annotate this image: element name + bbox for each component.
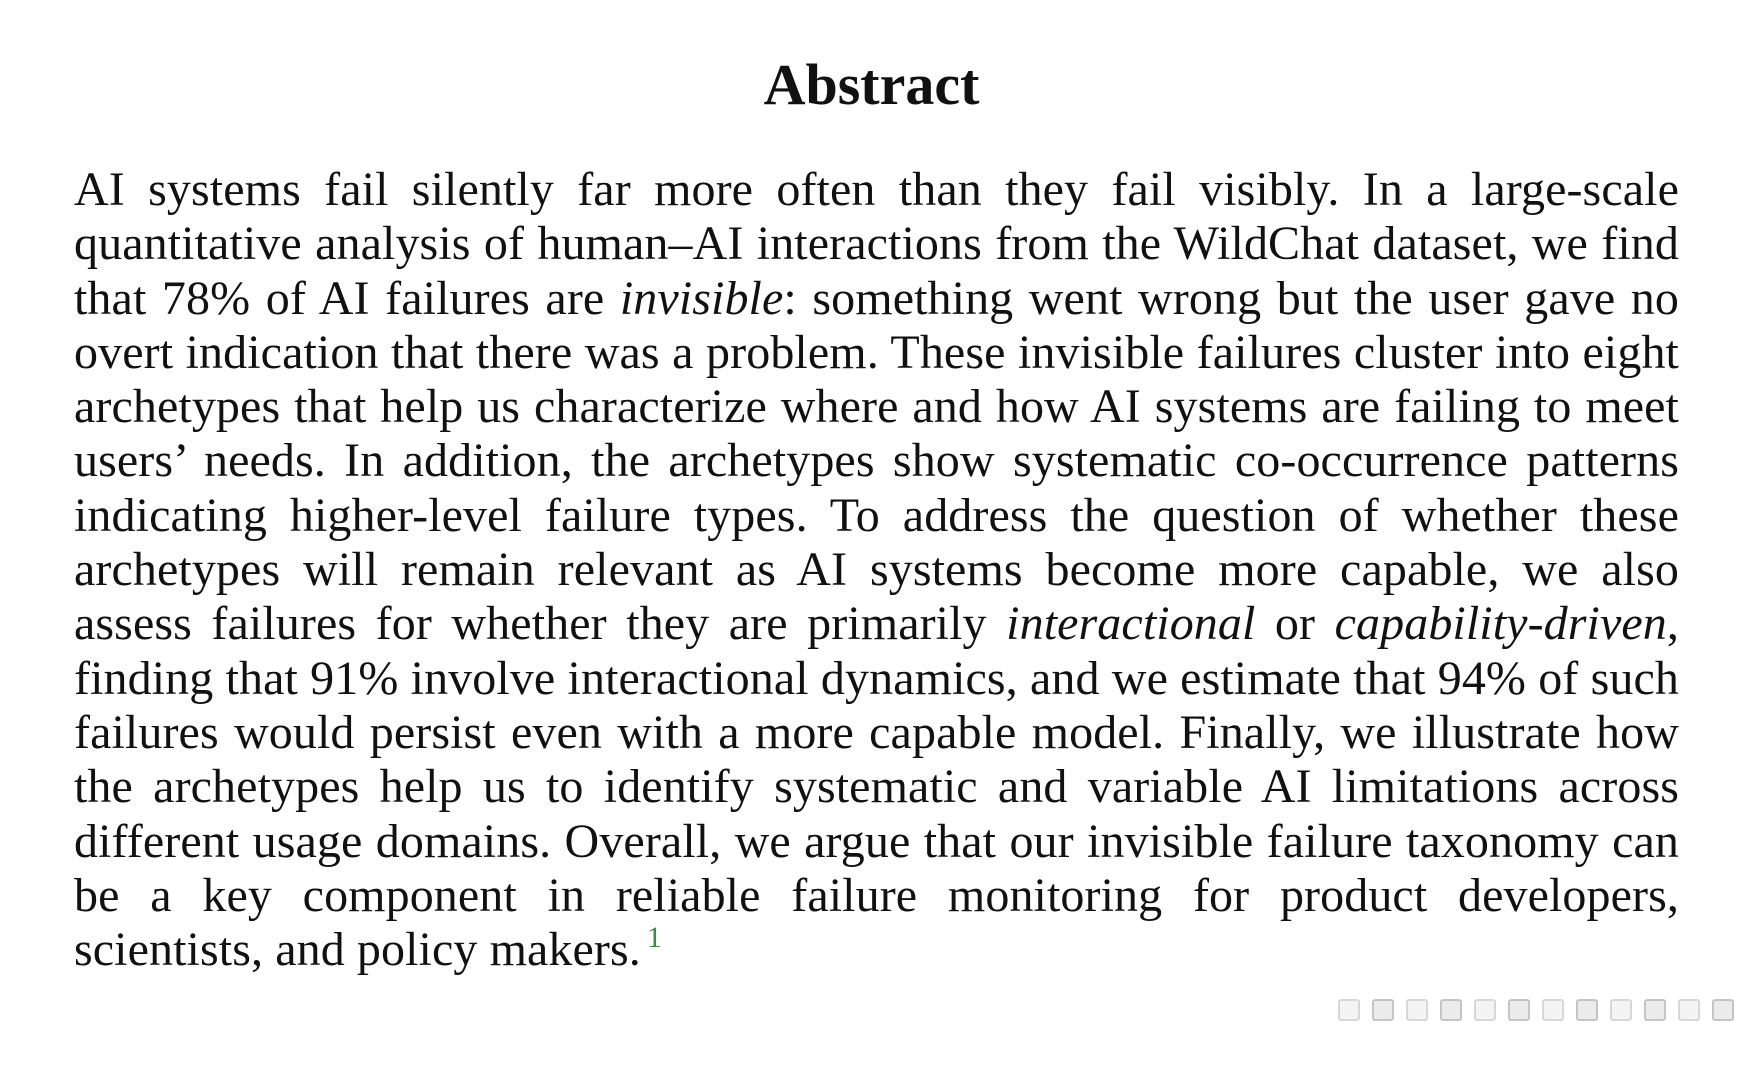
watermark-glyph-icon (1712, 999, 1734, 1021)
abstract-text-segment-2: : something went wrong but the user gave no overt indication that there was a problem. These invisible failures cluster into eight archetypes that help us characterize where and how AI systems are failing to meet users’ needs. In addition, the archetypes show systematic co-occurrence patterns indicating higher-level failure types. To address the question of whether these archetypes will remain relevant as AI systems become more capable, we also assess failures for whether they are primarily (74, 271, 1679, 651)
abstract-text-segment-4: , finding that 91% involve interactional dynamics, and we estimate that 94% of such failures would persist even with a more capable model. Finally, we illustrate how the archetypes help us to identify systematic and variable AI limitations across different usage domains. Overall, we argue that our invisible failure taxonomy can be a key component in reliable failure monitoring for product developers, scientists, and policy makers. (74, 597, 1679, 977)
watermark-glyph-icon (1406, 999, 1428, 1021)
watermark-glyph-icon (1372, 999, 1394, 1021)
abstract-emphasis-invisible: invisible (619, 271, 784, 325)
abstract-paragraph (74, 163, 1679, 977)
watermark-glyph-icon (1610, 999, 1632, 1021)
footnote-marker[interactable]: 1 (646, 921, 662, 955)
watermark-glyph-icon (1576, 999, 1598, 1021)
watermark-glyph-icon (1508, 999, 1530, 1021)
watermark-overlay (1318, 990, 1743, 1030)
watermark-glyph-icon (1338, 999, 1360, 1021)
abstract-text-segment-1: AI systems fail silently far more often than they fail visibly. In a large-scale quantitative analysis of human–AI interactions from the WildChat dataset, we find that 78% of AI failures are (74, 163, 1679, 325)
abstract-title: Abstract (763, 52, 980, 117)
watermark-glyph-icon (1678, 999, 1700, 1021)
watermark-glyph-icon (1542, 999, 1564, 1021)
watermark-glyph-icon (1440, 999, 1462, 1021)
abstract-text-segment-3: or (1255, 597, 1335, 651)
abstract-emphasis-capability-driven: capability-driven (1334, 597, 1667, 651)
watermark-glyph-icon (1474, 999, 1496, 1021)
watermark-glyph-icon (1644, 999, 1666, 1021)
abstract-emphasis-interactional: interactional (1006, 597, 1256, 651)
